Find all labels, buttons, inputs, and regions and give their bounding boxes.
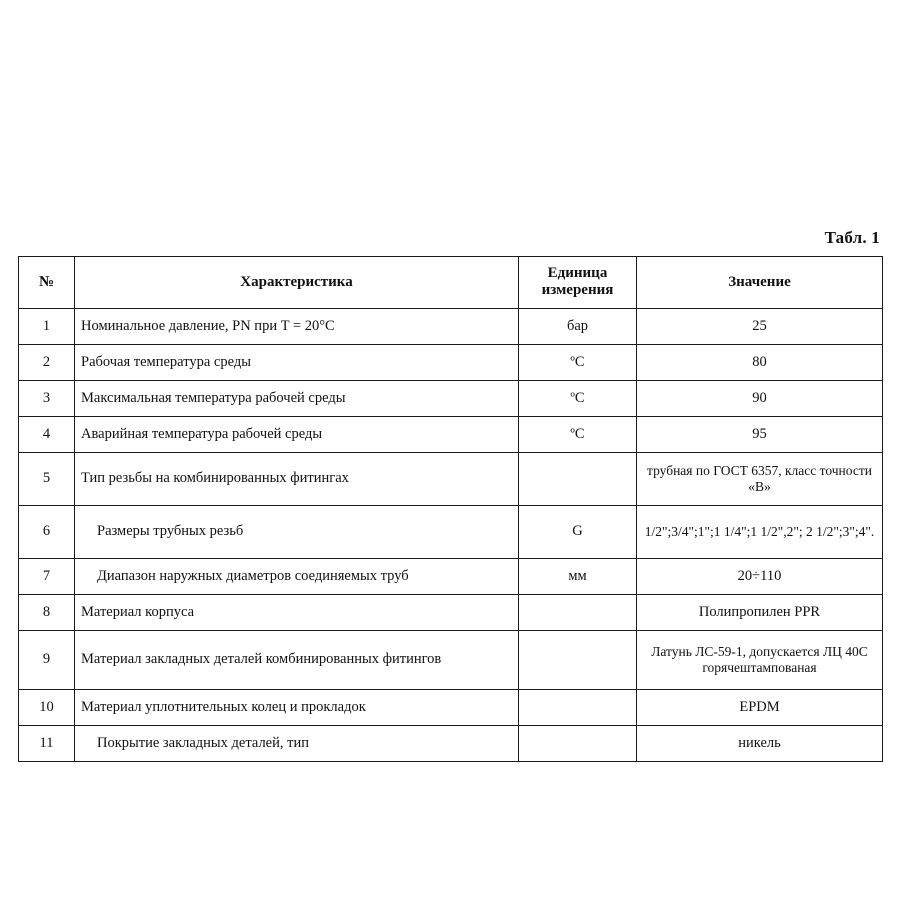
cell-characteristic: Диапазон наружных диаметров соединяемых труб — [75, 558, 519, 594]
cell-value: EPDM — [637, 689, 883, 725]
table-row — [19, 452, 883, 505]
cell-value: 95 — [637, 416, 883, 452]
column-header-unit-line2: измерения — [541, 282, 614, 299]
table-row — [19, 594, 883, 630]
table-header — [19, 257, 883, 309]
table-row — [19, 308, 883, 344]
cell-unit: бар — [519, 308, 637, 344]
table-row — [19, 380, 883, 416]
cell-number: 2 — [19, 344, 75, 380]
table-row — [19, 416, 883, 452]
cell-characteristic: Тип резьбы на комбинированных фитингах — [75, 452, 519, 505]
cell-value: 1/2";3/4";1";1 1/4";1 1/2",2"; 2 1/2";3";4". — [637, 505, 883, 558]
column-header-number: № — [19, 257, 75, 309]
cell-unit — [519, 725, 637, 761]
cell-unit: ºС — [519, 416, 637, 452]
cell-number: 11 — [19, 725, 75, 761]
cell-number: 6 — [19, 505, 75, 558]
table-row — [19, 725, 883, 761]
cell-unit: ºС — [519, 380, 637, 416]
table-header-row — [19, 257, 883, 309]
cell-characteristic: Покрытие закладных деталей, тип — [75, 725, 519, 761]
cell-value: Полипропилен PPR — [637, 594, 883, 630]
cell-number: 1 — [19, 308, 75, 344]
cell-characteristic: Материал уплотнительных колец и прокладок — [75, 689, 519, 725]
cell-value: 90 — [637, 380, 883, 416]
column-header-unit-line1: Единица — [547, 265, 608, 281]
specification-table — [18, 256, 883, 762]
cell-unit — [519, 594, 637, 630]
cell-value: 25 — [637, 308, 883, 344]
cell-value: 20÷110 — [637, 558, 883, 594]
column-header-unit — [519, 257, 637, 309]
table-row — [19, 558, 883, 594]
cell-characteristic: Рабочая температура среды — [75, 344, 519, 380]
table-row — [19, 630, 883, 689]
cell-number: 10 — [19, 689, 75, 725]
cell-characteristic: Материал закладных деталей комбинированных фитингов — [75, 630, 519, 689]
table-caption: Табл. 1 — [824, 228, 880, 247]
cell-unit — [519, 630, 637, 689]
specification-block — [18, 228, 882, 762]
cell-unit: G — [519, 505, 637, 558]
column-header-characteristic: Характеристика — [75, 257, 519, 309]
cell-characteristic: Размеры трубных резьб — [75, 505, 519, 558]
cell-unit: ºС — [519, 344, 637, 380]
cell-characteristic: Материал корпуса — [75, 594, 519, 630]
table-row — [19, 689, 883, 725]
cell-number: 8 — [19, 594, 75, 630]
cell-number: 9 — [19, 630, 75, 689]
table-body — [19, 308, 883, 761]
cell-number: 4 — [19, 416, 75, 452]
cell-number: 7 — [19, 558, 75, 594]
cell-characteristic: Максимальная температура рабочей среды — [75, 380, 519, 416]
cell-value: никель — [637, 725, 883, 761]
cell-number: 5 — [19, 452, 75, 505]
cell-value: трубная по ГОСТ 6357, класс точности «В» — [637, 452, 883, 505]
cell-unit — [519, 689, 637, 725]
cell-characteristic: Аварийная температура рабочей среды — [75, 416, 519, 452]
table-row — [19, 344, 883, 380]
cell-number: 3 — [19, 380, 75, 416]
cell-unit — [519, 452, 637, 505]
cell-value: Латунь ЛС-59-1, допускается ЛЦ 40С горячештампованая — [637, 630, 883, 689]
cell-unit: мм — [519, 558, 637, 594]
cell-value: 80 — [637, 344, 883, 380]
table-row — [19, 505, 883, 558]
cell-characteristic: Номинальное давление, PN при T = 20°C — [75, 308, 519, 344]
column-header-value: Значение — [637, 257, 883, 309]
